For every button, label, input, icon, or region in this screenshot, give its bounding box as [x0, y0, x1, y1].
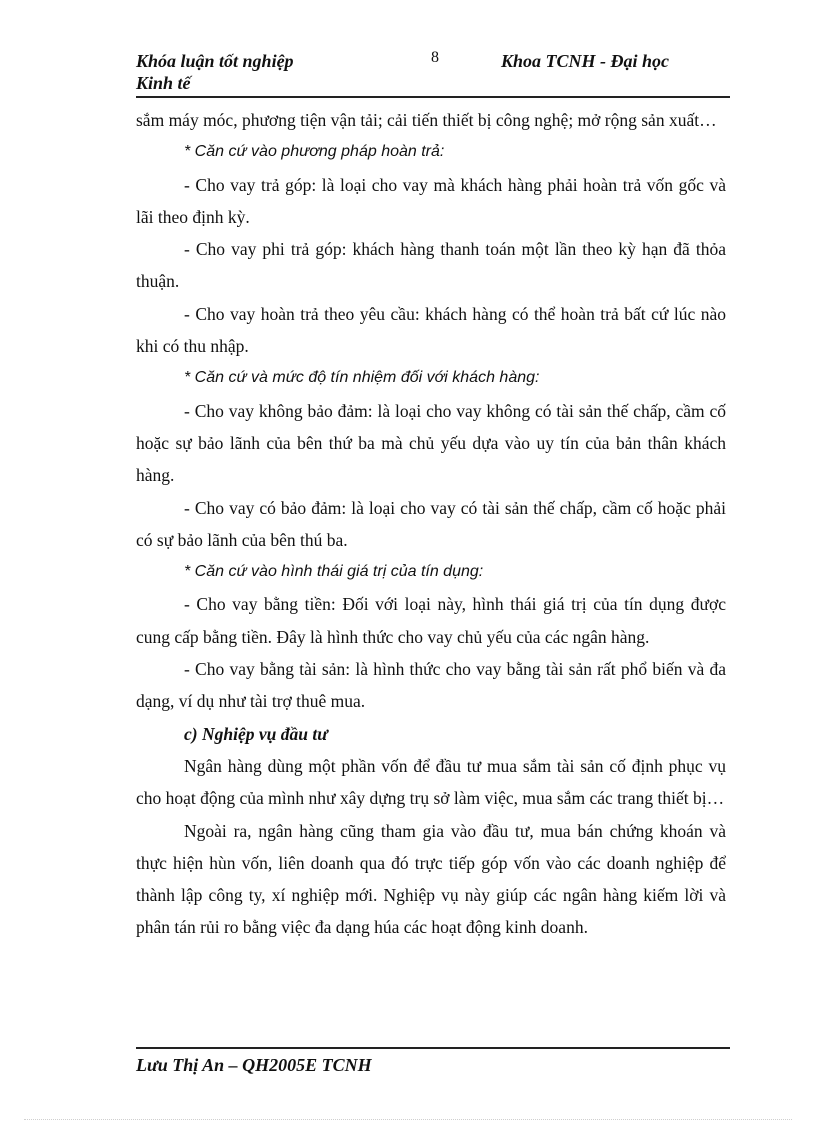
paragraph: sắm máy móc, phương tiện vận tải; cải tiến thiết bị công nghệ; mở rộng sản xuất…	[136, 110, 717, 130]
header-thesis-title: Khóa luận tốt nghiệp	[136, 51, 294, 71]
header-rule	[136, 96, 730, 98]
page-body	[136, 104, 726, 944]
paragraph: - Cho vay bằng tài sản: là hình thức cho vay bằng tài sản rất phổ biến và đa dạng, ví dụ như tài trợ thuê mua.	[136, 659, 726, 712]
paragraph: Ngân hàng dùng một phần vốn để đầu tư mua sắm tài sản cố định phục vụ cho hoạt động của mình như xây dựng trụ sở làm việc, mua sắm các trang thiết bị…	[136, 755, 726, 809]
header-left	[136, 50, 294, 94]
paragraph: - Cho vay không bảo đảm: là loại cho vay không có tài sản thế chấp, cầm cố hoặc sự bảo lãnh của bên thứ ba mà chủ yếu dựa vào uy tín của bản thân khách hàng.	[136, 400, 726, 486]
page-edge-dots	[24, 1119, 792, 1120]
paragraph: - Cho vay phi trả góp: khách hàng thanh toán một lần theo kỳ hạn đã thỏa thuận.	[136, 239, 726, 292]
section-heading: * Căn cứ vào hình thái giá trị của tín dụng:	[184, 563, 484, 581]
footer-rule	[136, 1047, 730, 1049]
paragraph: - Cho vay có bảo đảm: là loại cho vay có tài sản thế chấp, cầm cố hoặc phải có sự bảo lãnh của bên thú ba.	[136, 497, 726, 550]
header-faculty: Khoa TCNH - Đại học	[501, 51, 670, 71]
paragraph: - Cho vay hoàn trả theo yêu cầu: khách hàng có thể hoàn trả bất cứ lúc nào khi có thu nhập.	[136, 303, 726, 357]
section-heading: * Căn cứ vào phương pháp hoàn trả:	[184, 143, 445, 161]
footer-author: Lưu Thị An – QH2005E TCNH	[136, 1055, 372, 1075]
subsection-heading: c) Nghiệp vụ đầu tư	[184, 723, 328, 744]
header-thesis-subtitle: Kinh tế	[136, 73, 191, 93]
paragraph: - Cho vay trả góp: là loại cho vay mà khách hàng phải hoàn trả vốn gốc và lãi theo định kỳ.	[136, 174, 726, 227]
section-heading: * Căn cứ và mức độ tín nhiệm đối với khách hàng:	[184, 369, 540, 387]
paragraph: Ngoài ra, ngân hàng cũng tham gia vào đầu tư, mua bán chứng khoán và thực hiện hùn vốn, liên doanh qua đó trực tiếp góp vốn vào các doanh nghiệp để thành lập công ty, xí nghiệp mới. Nghiệp vụ này giúp các ngân hàng kiếm lời và phân tán rủi ro bằng việc đa dạng húa các hoạt động kinh doanh.	[136, 820, 726, 938]
page-number: 8	[431, 49, 439, 66]
paragraph: - Cho vay bằng tiền: Đối với loại này, hình thái giá trị của tín dụng được cung cấp bằng tiền. Đây là hình thức cho vay chủ yếu của các ngân hàng.	[136, 594, 726, 647]
